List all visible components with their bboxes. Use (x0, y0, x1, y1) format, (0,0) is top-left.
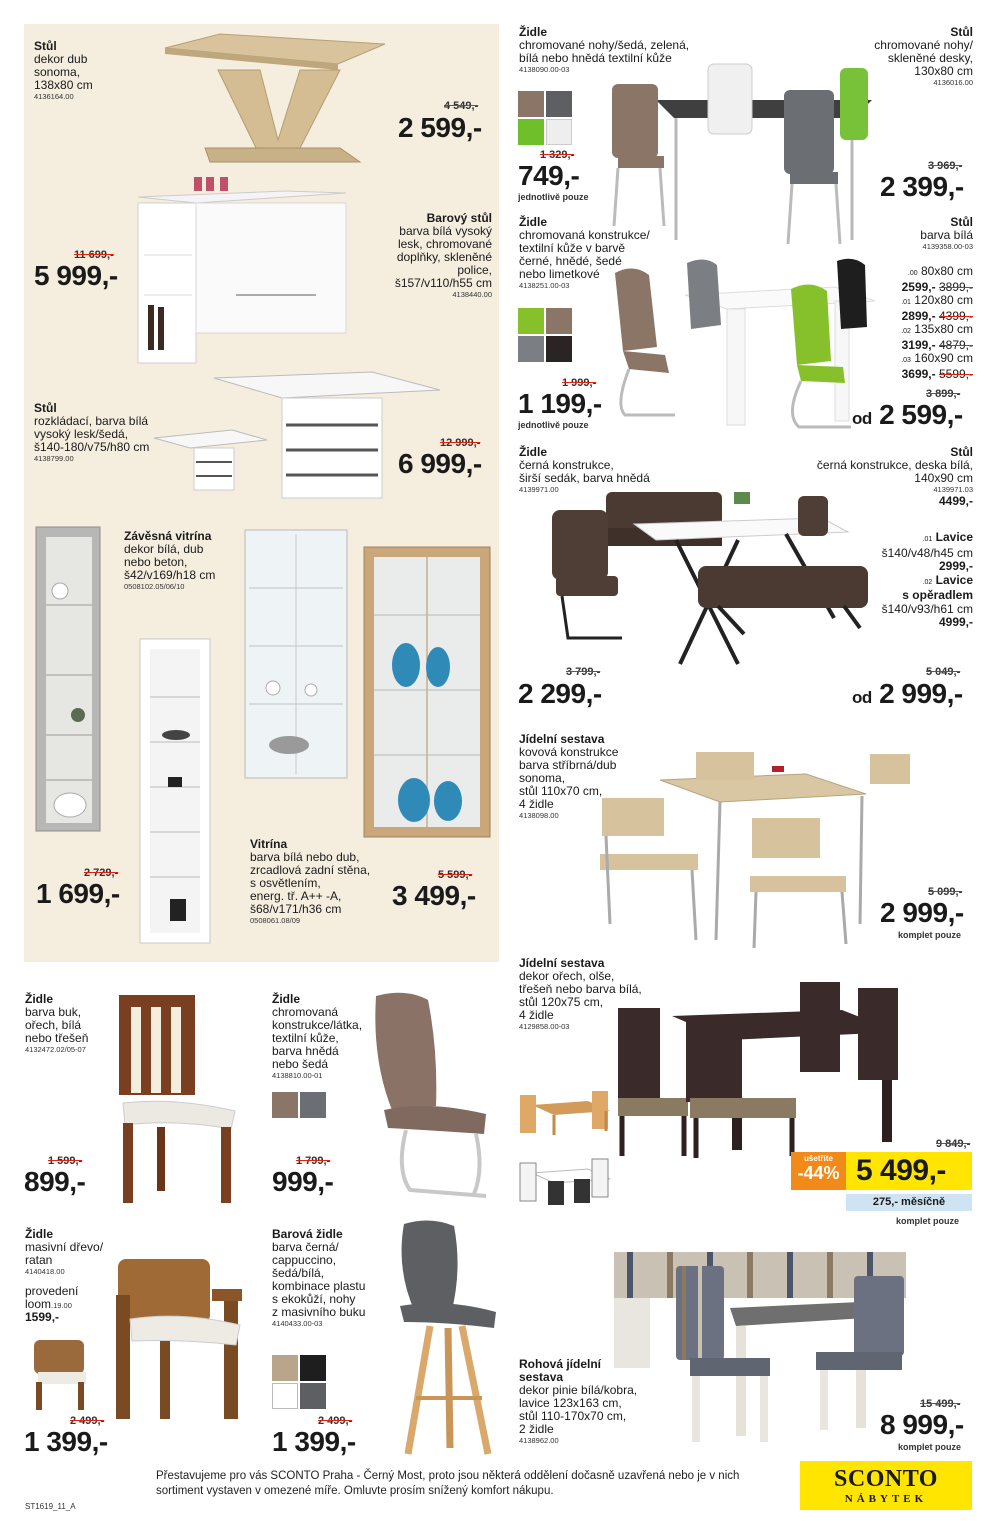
product-desc: barva bílá nebo dub, zrcadlová zadní stěna, s osvětlením, energ. tř. A++ -A, š68/v171/h36 cm (250, 850, 371, 916)
option-price: 2599,- (901, 279, 936, 294)
option-size: 120x80 cm (914, 293, 973, 307)
variant-label: provedení loom (25, 1284, 79, 1311)
product-desc: černá konstrukce, deska bílá, 140x90 cm (816, 458, 973, 485)
white-set-thumbnail (518, 1153, 614, 1207)
option-price: 2899,- (901, 308, 936, 323)
product-code: 4139971.03 (933, 485, 973, 494)
price-note: komplet pouze (896, 1216, 960, 1226)
option-size: š140/v48/h45 cm (881, 545, 973, 560)
beech-chair-image (115, 993, 241, 1205)
product-desc: dekor dub sonoma, 138x80 cm (34, 52, 93, 92)
price: 2 999,- (879, 678, 963, 709)
product-desc: barva černá/ cappuccino, šedá/bílá, kombinace plastu s ekokůží, nohy z masivního buku (272, 1240, 366, 1319)
product-code: 4132472.02/05-07 (25, 1045, 86, 1054)
price-wrapper (852, 399, 963, 431)
price: 3 499,- (392, 880, 476, 911)
swatch (300, 1092, 326, 1118)
price: 999,- (272, 1166, 334, 1197)
product-code: 4140418.00 (25, 1267, 65, 1276)
size-option-price (860, 339, 973, 353)
old-price: 12 999,- (440, 437, 481, 449)
size-option (860, 294, 973, 310)
product-name: Barová židle (272, 1227, 343, 1241)
product-code: 4138962.00 (519, 1436, 559, 1445)
old-price: 1 599,- (48, 1155, 83, 1167)
savings-value: -44% (797, 1163, 840, 1183)
bench-options (850, 531, 973, 630)
glass-cabinet-oak-image (362, 545, 492, 840)
old-price: 3 969,- (928, 160, 963, 172)
option-price: 3699,- (901, 366, 936, 381)
product-code: 4138090.00-03 (519, 65, 570, 74)
product-code: 4139358.00-03 (922, 242, 973, 251)
option-old-price: 5599,- (938, 366, 973, 381)
product-glass-cabinet (250, 838, 390, 926)
product-code: 4138251.00-03 (519, 281, 570, 290)
product-name: Židle (272, 992, 301, 1006)
option-code: .01 (922, 536, 933, 543)
option-size: 80x80 cm (920, 264, 973, 278)
price-note: komplet pouze (898, 1442, 962, 1452)
product-name: Židle (25, 1227, 54, 1241)
price: 6 999,- (398, 448, 482, 479)
old-price: 4 549,- (444, 100, 479, 112)
swatch (546, 308, 572, 334)
product-desc: chromovaná konstrukce/látka, textilní kůže, barva hnědá nebo šedá (272, 1005, 363, 1071)
old-price: 1 799,- (296, 1155, 331, 1167)
wall-cabinet-white-image (138, 637, 212, 945)
extending-table-image (152, 370, 442, 502)
old-price: 9 849,- (936, 1138, 971, 1150)
product-code: 4140433.00-03 (272, 1319, 323, 1328)
bench-option (850, 574, 973, 590)
monthly-installment: 275,- měsíčně (846, 1194, 972, 1211)
swatch (272, 1092, 298, 1118)
product-table-sonoma (34, 40, 154, 102)
old-price: 3 799,- (566, 666, 601, 678)
option-name-line2: s opěradlem (902, 588, 973, 602)
loom-chair-image (30, 1336, 90, 1412)
old-price: 3 899,- (926, 388, 961, 400)
product-name: Vitrína (250, 837, 288, 851)
size-options (860, 265, 973, 381)
option-old-price: 4879,- (938, 337, 973, 352)
product-code: 4136016.00 (933, 78, 973, 87)
bench-option (850, 531, 973, 547)
old-price: 2 499,- (318, 1415, 353, 1427)
option-code: .01 (901, 299, 911, 306)
old-price: 11 699,- (74, 249, 114, 261)
product-name: Stůl (950, 25, 973, 39)
swatch (518, 91, 544, 117)
price: 1 199,- (518, 388, 602, 419)
product-desc: chromované nohy/šedá, zelená, bílá nebo hnědá textilní kůže (519, 38, 690, 65)
old-price: 5 049,- (926, 666, 961, 678)
old-price: 2 729,- (84, 867, 119, 879)
old-price: 5 099,- (928, 886, 963, 898)
product-bar-table (360, 212, 492, 300)
product-code: 4129858.00-03 (519, 1022, 570, 1031)
product-name: Židle (519, 25, 548, 39)
product-code: 4138799.00 (34, 454, 74, 463)
option-size: 135x80 cm (914, 322, 973, 336)
logo-line2: NÁBYTEK (844, 1493, 928, 1505)
glass-cabinet-white-image (243, 528, 349, 780)
option-code: .02 (901, 328, 911, 335)
swatch (272, 1355, 298, 1381)
variant-name (25, 1285, 125, 1311)
price: 2 599,- (879, 399, 963, 430)
product-name: Barový stůl (426, 211, 492, 225)
option-size: 160x90 cm (914, 351, 973, 365)
price: 1 399,- (272, 1426, 356, 1457)
price: 1 399,- (24, 1426, 108, 1457)
price: 8 999,- (880, 1409, 964, 1440)
size-option (860, 265, 973, 281)
product-name: Rohová jídelní sestava (519, 1357, 602, 1384)
logo-line1: SCONTO (834, 1466, 938, 1492)
product-table-black-frame (780, 446, 973, 508)
product-name: Závěsná vitrína (124, 529, 212, 543)
product-name: Židle (25, 992, 54, 1006)
product-corner-dining-set (519, 1358, 659, 1446)
product-name: Stůl (34, 401, 57, 415)
color-swatches (272, 1355, 326, 1409)
color-swatches (518, 91, 572, 145)
bar-stool-image (390, 1218, 500, 1456)
old-price: 1 999,- (562, 377, 597, 389)
rattan-chair-image (112, 1255, 246, 1421)
option-code: .03 (901, 357, 911, 364)
old-price: 15 499,- (920, 1398, 961, 1410)
product-code: 0508102.05/06/10 (124, 582, 185, 591)
wall-cabinet-image (34, 525, 104, 835)
size-option (860, 323, 973, 339)
bar-table-image (136, 175, 350, 365)
color-swatches (272, 1092, 326, 1118)
product-table-glass (820, 26, 973, 88)
product-code: 4136164.00 (34, 92, 74, 101)
product-desc: masivní dřevo/ ratan (25, 1240, 104, 1267)
option-size: š140/v93/h61 cm (881, 601, 973, 616)
old-price: 2 499,- (70, 1415, 105, 1427)
savings-label: ušetříte (804, 1154, 833, 1163)
price: 2 299,- (518, 678, 602, 709)
product-name: Stůl (34, 39, 57, 53)
price: 5 999,- (34, 260, 118, 291)
color-swatches (518, 308, 572, 362)
option-price: 2999,- (938, 559, 973, 573)
product-name: Stůl (950, 445, 973, 459)
footer-notice: Přestavujeme pro vás SCONTO Praha - Černý Most, proto jsou některá oddělení dočasně uzavřená nebo je v nich sortiment vystaven v omezené míře. Omluvte prosím snížený komfort nákupu. (156, 1470, 740, 1497)
product-name: Židle (519, 445, 548, 459)
old-price: 5 599,- (438, 869, 473, 881)
price: 2 999,- (880, 897, 964, 928)
table-sonoma-image (160, 30, 392, 170)
product-code: 4138440.00 (452, 290, 492, 299)
product-code: 4138810.00-01 (272, 1071, 323, 1080)
variant-price: 1599,- (25, 1310, 60, 1324)
fabric-chair-image (366, 990, 494, 1208)
option-code: .02 (922, 578, 933, 586)
walnut-dining-set-image (612, 980, 910, 1158)
product-desc: barva bílá (920, 228, 973, 242)
product-desc: dekor pinie bílá/kobra, lavice 123x163 cm, stůl 110-170x70 cm, 2 židle (519, 1383, 638, 1436)
price: 2 399,- (880, 171, 964, 202)
product-desc: rozkládací, barva bílá vysoký lesk/šedá, š140-180/v75/h80 cm (34, 414, 150, 454)
oak-set-thumbnail (518, 1085, 614, 1137)
product-code: 0508061.08/09 (250, 916, 301, 925)
sconto-logo (800, 1461, 972, 1510)
product-code: 4138098.00 (519, 811, 559, 820)
price-wrapper (852, 678, 963, 710)
product-name: Stůl (950, 215, 973, 229)
size-option-price (860, 281, 973, 295)
swatch (518, 308, 544, 334)
price: 2 599,- (398, 112, 482, 143)
price-note: komplet pouze (898, 930, 962, 940)
product-name: Jídelní sestava (519, 956, 605, 970)
base-price: 4499,- (938, 494, 973, 508)
option-name: Lavice (935, 572, 973, 587)
price-prefix: od (852, 688, 872, 707)
product-desc: chromované nohy/ skleněné desky, 130x80 cm (874, 38, 973, 78)
metal-dining-set-image (596, 744, 912, 948)
size-option-price (860, 368, 973, 382)
price: 899,- (24, 1166, 86, 1197)
product-table-white (860, 216, 973, 252)
brown-dining-set-image (548, 488, 870, 670)
swatch (546, 336, 572, 362)
swatch (518, 119, 544, 145)
product-desc: barva bílá vysoký lesk, chromované doplňky, skleněné police, š157/v110/h55 cm (394, 224, 492, 290)
price-note: jednotlivě pouze (518, 192, 589, 202)
option-name: Lavice (935, 530, 973, 544)
product-desc: kovová konstrukce barva stříbrná/dub sonoma, stůl 110x70 cm, 4 židle (519, 745, 619, 811)
swatch (546, 91, 572, 117)
savings-badge (791, 1152, 846, 1190)
price: 5 499,- (846, 1152, 972, 1190)
size-option (860, 352, 973, 368)
lime-chairs-table-image (605, 255, 885, 437)
product-desc: chromovaná konstrukce/ textilní kůže v barvě černé, hnědé, šedé nebo limetkové (519, 228, 650, 281)
product-desc: dekor ořech, olše, třešeň nebo barva bílá, stůl 120x75 cm, 4 židle (519, 969, 642, 1022)
product-desc: černá konstrukce, širší sedák, barva hnědá (519, 458, 650, 485)
swatch (546, 119, 572, 145)
swatch (300, 1355, 326, 1381)
old-price: 1 329,- (540, 149, 575, 161)
option-old-price: 4399,- (938, 308, 973, 323)
size-option-price (860, 310, 973, 324)
option-old-price: 3899,- (938, 279, 973, 294)
price-prefix: od (852, 409, 872, 428)
option-code: .00 (907, 270, 918, 277)
product-desc: dekor bílá, dub nebo beton, š42/v169/h18 cm (124, 542, 216, 582)
product-chair-rattan (25, 1228, 125, 1324)
price: 1 699,- (36, 878, 120, 909)
option-price: 4999,- (938, 615, 973, 629)
sheet-code: ST1619_11_A (25, 1502, 76, 1511)
product-bar-stool (272, 1228, 392, 1329)
price: 749,- (518, 160, 580, 191)
product-chair-beech (25, 993, 125, 1055)
price-note: jednotlivě pouze (518, 420, 589, 430)
option-price: 3199,- (901, 337, 936, 352)
variant-code: .19.00 (51, 1301, 72, 1310)
product-name: Jídelní sestava (519, 732, 605, 746)
product-desc: barva buk, ořech, bílá nebo třešeň (25, 1005, 89, 1045)
product-code: 4139971.00 (519, 485, 559, 494)
swatch (518, 336, 544, 362)
product-name: Židle (519, 215, 548, 229)
swatch (300, 1383, 326, 1409)
swatch (272, 1383, 298, 1409)
